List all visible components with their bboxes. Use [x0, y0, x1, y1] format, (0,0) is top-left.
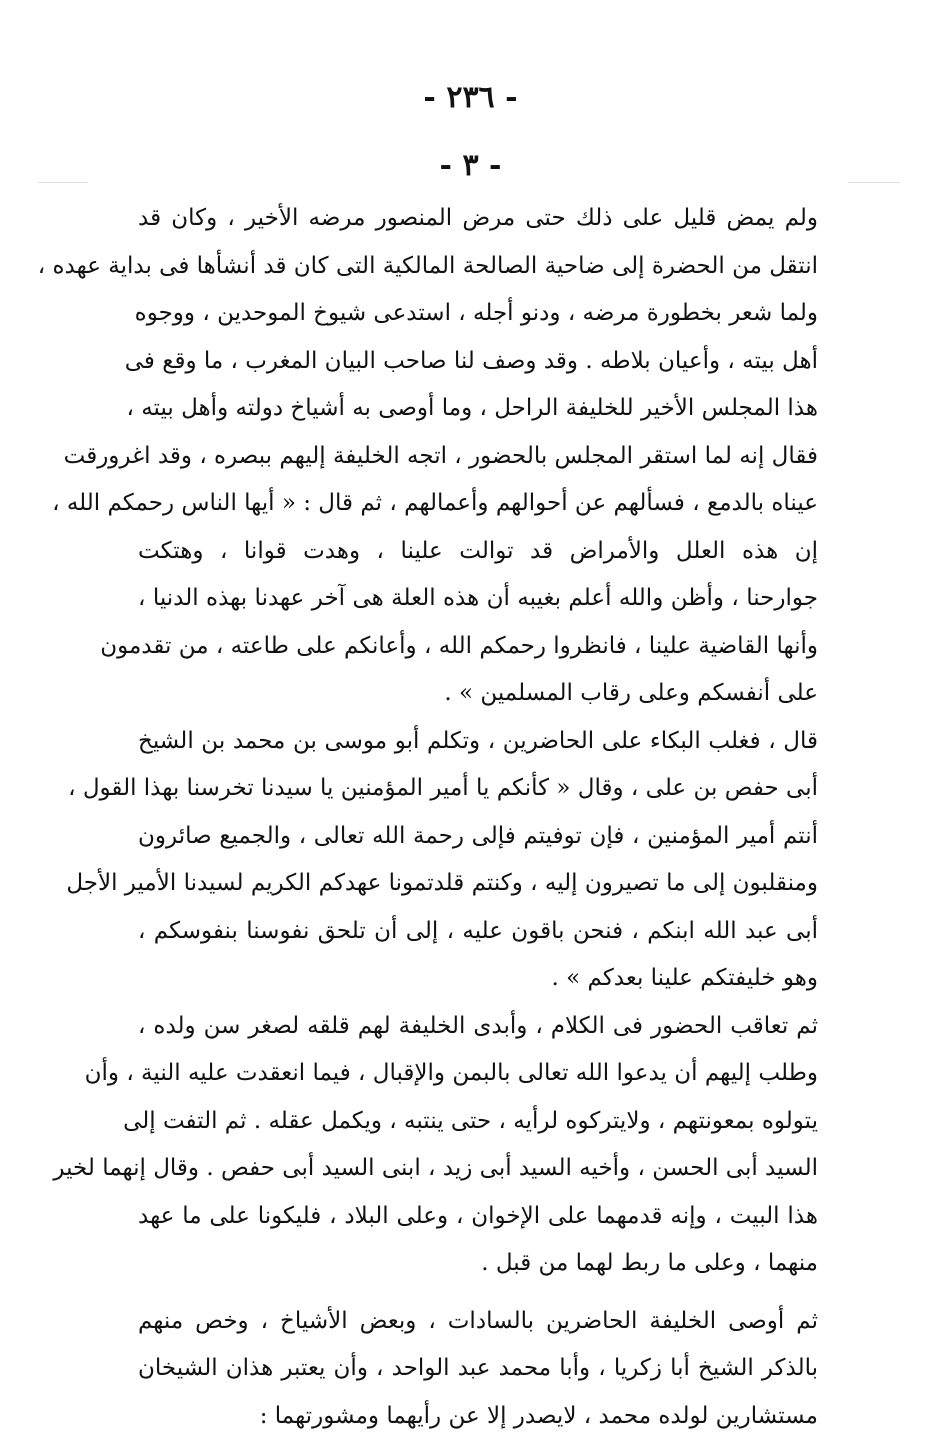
- text-line: على أنفسكم وعلى رقاب المسلمين » .: [138, 670, 818, 718]
- text-line: السيد أبى الحسن ، وأخيه السيد أبى زيد ، ابنى السيد أبى حفص . وقال إنهما لخير: [138, 1145, 818, 1193]
- text-line: ثم تعاقب الحضور فى الكلام ، وأبدى الخليفة لهم قلقه لصغر سن ولده ،: [138, 1003, 818, 1051]
- text-line: جوارحنا ، وأظن والله أعلم بغيبه أن هذه العلة هى آخر عهدنا بهذه الدنيا ،: [138, 575, 818, 623]
- text-line: أنتم أمير المؤمنين ، فإن توفيتم فإلى رحمة الله تعالى ، والجميع صائرون: [138, 813, 818, 861]
- text-line: هذا المجلس الأخير للخليفة الراحل ، وما أوصى به أشياخ دولته وأهل بيته ،: [138, 385, 818, 433]
- text-line: مستشارين لولده محمد ، لايصدر إلا عن رأيهما ومشورتهما :: [138, 1393, 818, 1440]
- text-line: فقال إنه لما استقر المجلس بالحضور ، اتجه الخليفة إليهم ببصره ، وقد اغرورقت: [138, 433, 818, 481]
- paragraph-4: [138, 1298, 818, 1440]
- text-line: يتولوه بمعونتهم ، ولايتركوه لرأيه ، حتى ينتبه ، ويكمل عقله . ثم التفت إلى: [138, 1098, 818, 1146]
- text-line: وأنها القاضية علينا ، فانظروا رحمكم الله ، وأعانكم على طاعته ، من تقدمون: [138, 623, 818, 671]
- text-line: منهما ، وعلى ما ربط لهما من قبل .: [138, 1240, 818, 1288]
- text-line: وطلب إليهم أن يدعوا الله تعالى بالبمن والإقبال ، فيما انعقدت عليه النية ، وأن: [138, 1050, 818, 1098]
- text-line: هذا البيت ، وإنه قدمهما على الإخوان ، وعلى البلاد ، فليكونا على ما عهد: [138, 1193, 818, 1241]
- text-line: وهو خليفتكم علينا بعدكم » .: [138, 955, 818, 1003]
- text-line: انتقل من الحضرة إلى ضاحية الصالحة المالكية التى كان قد أنشأها فى بداية عهده ،: [138, 243, 818, 291]
- text-line: أبى عبد الله ابنكم ، فنحن باقون عليه ، إلى أن تلحق نفوسنا بنفوسكم ،: [138, 908, 818, 956]
- text-line: ثم أوصى الخليفة الحاضرين بالسادات ، وبعض الأشياخ ، وخص منهم: [138, 1298, 818, 1346]
- paragraph-2: [138, 718, 818, 1003]
- section-number: - ٣ -: [0, 148, 941, 183]
- text-line: عيناه بالدمع ، فسألهم عن أحوالهم وأعمالهم ، ثم قال : « أيها الناس رحمكم الله ،: [138, 480, 818, 528]
- text-line: ولم يمض قليل على ذلك حتى مرض المنصور مرضه الأخير ، وكان قد: [138, 195, 818, 243]
- paragraph-1: [138, 195, 818, 718]
- paragraph-3: [138, 1003, 818, 1288]
- page-number: - ٢٣٦ -: [0, 80, 941, 115]
- text-line: ومنقلبون إلى ما تصيرون إليه ، وكنتم قلدتمونا عهدكم الكريم لسيدنا الأمير الأجل: [138, 860, 818, 908]
- text-line: إن هذه العلل والأمراض قد توالت علينا ، وهدت قوانا ، وهتكت: [138, 528, 818, 576]
- text-line: أهل بيته ، وأعيان بلاطه . وقد وصف لنا صاحب البيان المغرب ، ما وقع فى: [138, 338, 818, 386]
- body-text: [138, 195, 818, 1440]
- text-line: قال ، فغلب البكاء على الحاضرين ، وتكلم أبو موسى بن محمد بن الشيخ: [138, 718, 818, 766]
- text-line: بالذكر الشيخ أبا زكريا ، وأبا محمد عبد الواحد ، وأن يعتبر هذان الشيخان: [138, 1345, 818, 1393]
- text-line: ولما شعر بخطورة مرضه ، ودنو أجله ، استدعى شيوخ الموحدين ، ووجوه: [138, 290, 818, 338]
- text-line: أبى حفص بن على ، وقال « كأنكم يا أمير المؤمنين يا سيدنا تخرسنا بهذا القول ،: [138, 765, 818, 813]
